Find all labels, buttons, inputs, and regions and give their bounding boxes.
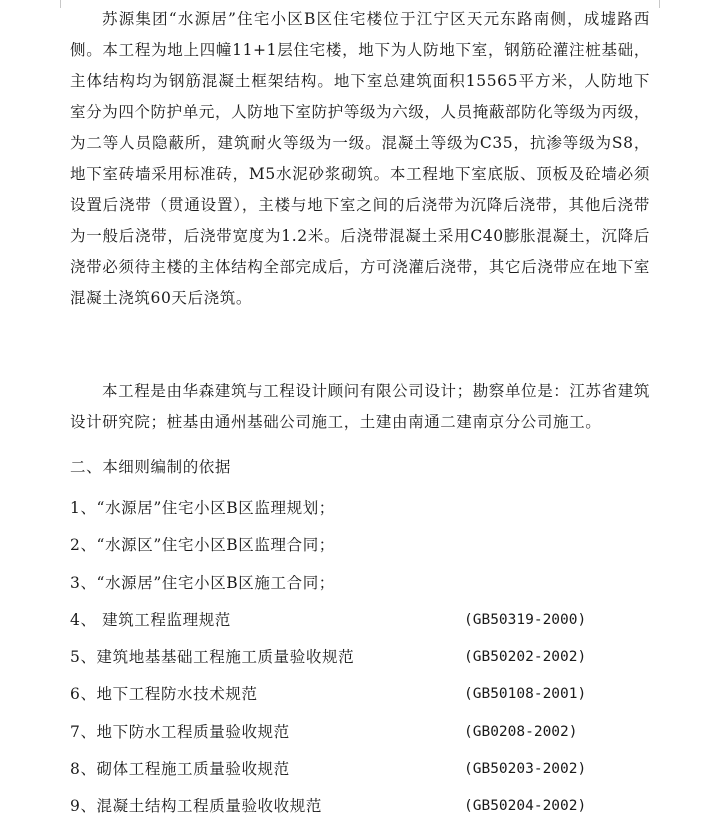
list-item-label: 9、混凝土结构工程质量验收收规范	[70, 797, 322, 816]
section-heading: 二、本细则编制的依据	[70, 458, 232, 476]
standard-code: (GB50202-2002)	[464, 649, 587, 666]
list-item-label: 8、砌体工程施工质量验收规范	[70, 760, 290, 779]
list-item-label: 4、 建筑工程监理规范	[70, 610, 231, 629]
list-item	[70, 639, 660, 676]
standard-code: (GB50204-2002)	[464, 798, 587, 815]
list-item-label: 1、“水源居”住宅小区B区监理规划；	[70, 499, 335, 517]
right-margin-mark	[659, 0, 660, 8]
standard-code: (GB50319-2000)	[464, 611, 587, 628]
list-item-label: 2、“水源区”住宅小区B区监理合同；	[70, 536, 335, 555]
list-item	[70, 565, 660, 602]
list-item	[70, 490, 660, 527]
list-item	[70, 676, 660, 713]
standard-code: (GB50108-2001)	[464, 686, 587, 703]
list-item	[70, 751, 660, 788]
design-units-paragraph: 本工程是由华森建筑与工程设计顾问有限公司设计；勘察单位是：江苏省建筑设计研究院；桩基由通州基础公司施工，土建由南通二建南京分公司施工。	[70, 382, 650, 431]
standard-code: (GB50203-2002)	[464, 761, 587, 778]
list-item-label: 5、建筑地基基础工程施工质量验收规范	[70, 648, 355, 667]
list-item	[70, 714, 660, 751]
list-item	[70, 788, 660, 825]
list-item	[70, 602, 660, 639]
list-item	[70, 527, 660, 564]
left-margin-mark	[60, 0, 61, 8]
list-item-label: 3、“水源居”住宅小区B区施工合同；	[70, 573, 335, 592]
standard-code: (GB0208-2002)	[464, 723, 578, 740]
basis-list	[70, 490, 660, 826]
project-overview-paragraph: 苏源集团“水源居”住宅小区B区住宅楼位于江宁区天元东路南侧，成墟路西侧。本工程为地上四幢11+1层住宅楼，地下为人防地下室，钢筋砼灌注桩基础，主体结构均为钢筋混凝土框架结构。地下室总建筑面积15565平方米，人防地下室分为四个防护单元，人防地下室防护等级为六级，人员掩蔽部防化等级为丙级，为二等人员隐蔽所，建筑耐火等级为一级。混凝土等级为C35，抗渗等级为S8，地下室砖墙采用标准砖，M5水泥砂浆砌筑。本工程地下室底版、顶板及砼墙必须设置后浇带（贯通设置），主楼与地下室之间的后浇带为沉降后浇带，其他后浇带为一般后浇带，后浇带宽度为1.2米。后浇带混凝土采用C40膨胀混凝土，沉降后浇带必须待主楼的主体结构全部完成后，方可浇灌后浇带，其它后浇带应在地下室混凝土浇筑60天后浇筑。	[70, 10, 650, 307]
list-item-label: 6、地下工程防水技术规范	[70, 685, 258, 704]
list-item-label: 7、地下防水工程质量验收规范	[70, 722, 290, 741]
